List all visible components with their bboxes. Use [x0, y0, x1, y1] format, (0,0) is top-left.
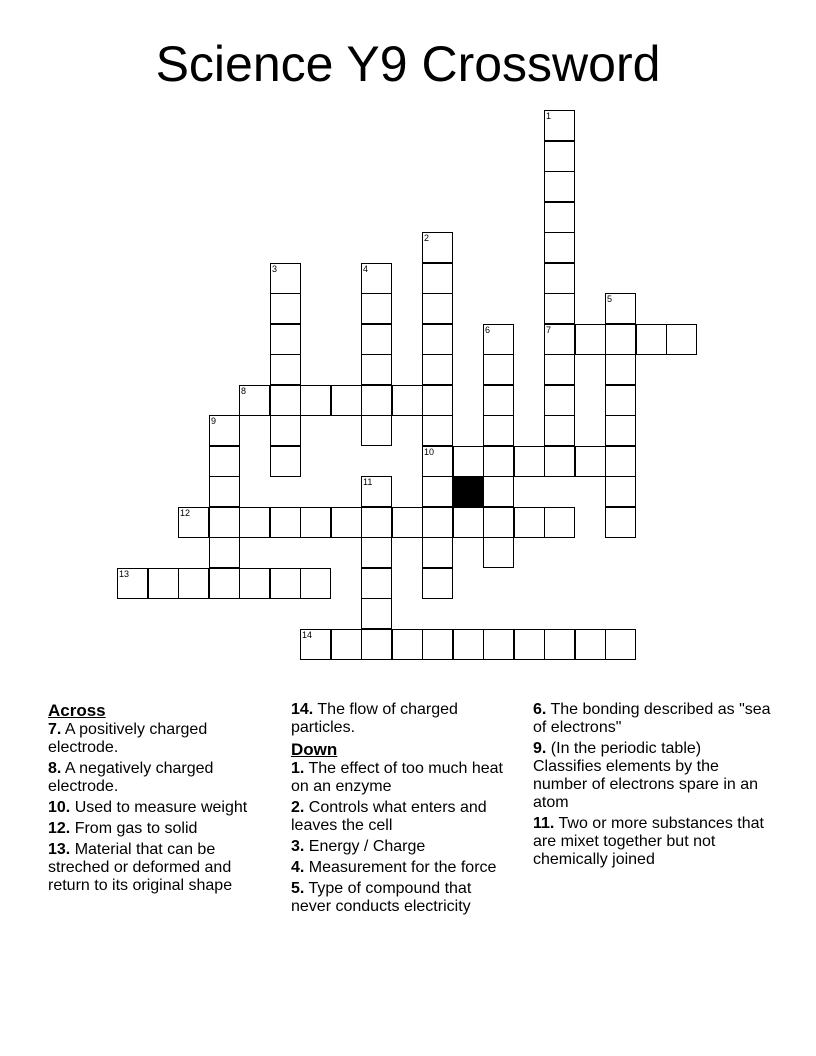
grid-cell[interactable]: [605, 476, 636, 507]
grid-cell[interactable]: [544, 385, 575, 416]
clue-number: 13: [119, 569, 130, 579]
clue-down-4: 4. Measurement for the force: [291, 859, 497, 876]
grid-cell[interactable]: [361, 354, 392, 385]
grid-cell[interactable]: [453, 446, 484, 477]
grid-cell[interactable]: [270, 354, 301, 385]
grid-cell[interactable]: [453, 507, 484, 538]
grid-cell[interactable]: [544, 171, 575, 202]
down-heading: Down: [291, 740, 338, 759]
clue-down-6: 6. The bonding described as "sea of electrons": [533, 701, 771, 736]
grid-cell[interactable]: [300, 629, 331, 660]
grid-cell[interactable]: [636, 324, 667, 355]
clue-across-7: 7. A positively charged electrode.: [48, 721, 208, 756]
grid-cell[interactable]: [544, 293, 575, 324]
grid-cell[interactable]: [361, 415, 392, 446]
grid-cell[interactable]: [483, 507, 514, 538]
grid-cell[interactable]: [422, 232, 453, 263]
across-heading: Across: [48, 701, 106, 720]
grid-cell[interactable]: [209, 446, 240, 477]
grid-cell[interactable]: [209, 568, 240, 599]
grid-cell[interactable]: [605, 354, 636, 385]
grid-cell[interactable]: [178, 568, 209, 599]
grid-cell[interactable]: [483, 629, 514, 660]
clue-across-13: 13. Material that can be streched or deformed and return to its original shape: [48, 841, 233, 894]
grid-cell[interactable]: [331, 507, 362, 538]
grid-cell[interactable]: [483, 446, 514, 477]
grid-cell[interactable]: [361, 537, 392, 568]
grid-cell[interactable]: [361, 263, 392, 294]
grid-cell[interactable]: [422, 263, 453, 294]
clues-column-1: [48, 701, 270, 898]
grid-cell[interactable]: [575, 446, 606, 477]
clues-column-2: [291, 701, 509, 919]
grid-cell[interactable]: [544, 354, 575, 385]
clue-across-10: 10. Used to measure weight: [48, 799, 248, 816]
grid-cell[interactable]: [361, 385, 392, 416]
grid-cell[interactable]: [422, 476, 453, 507]
grid-cell[interactable]: [544, 324, 575, 355]
grid-cell[interactable]: [270, 324, 301, 355]
grid-cell[interactable]: [422, 537, 453, 568]
grid-cell[interactable]: [422, 568, 453, 599]
grid-cell[interactable]: [483, 537, 514, 568]
grid-cell[interactable]: [361, 629, 392, 660]
grid-cell[interactable]: [605, 385, 636, 416]
grid-cell[interactable]: [575, 629, 606, 660]
clue-across-14: 14. The flow of charged particles.: [291, 701, 458, 736]
grid-cell[interactable]: [483, 415, 514, 446]
grid-cell[interactable]: [361, 293, 392, 324]
grid-cell[interactable]: [270, 507, 301, 538]
clue-down-11: 11. Two or more substances that are mixet together but not chemically joined: [533, 815, 764, 868]
grid-cell[interactable]: [148, 568, 179, 599]
clue-number: 3: [272, 264, 278, 274]
grid-cell[interactable]: [483, 476, 514, 507]
grid-cell[interactable]: [239, 568, 270, 599]
grid-cell[interactable]: [514, 629, 545, 660]
grid-cell[interactable]: [422, 293, 453, 324]
grid-cell[interactable]: [544, 507, 575, 538]
clues-column-3: [533, 701, 773, 872]
grid-cell[interactable]: [483, 354, 514, 385]
grid-cell[interactable]: [270, 385, 301, 416]
clue-number: 4: [363, 264, 369, 274]
clue-number: 9: [211, 416, 217, 426]
grid-cell[interactable]: [544, 446, 575, 477]
clue-number: 6: [485, 325, 491, 335]
grid-cell[interactable]: [422, 446, 453, 477]
grid-cell[interactable]: [361, 324, 392, 355]
grid-cell[interactable]: [605, 415, 636, 446]
grid-cell[interactable]: [361, 476, 392, 507]
grid-cell[interactable]: [270, 568, 301, 599]
grid-cell[interactable]: [544, 110, 575, 141]
clue-number: 1: [546, 111, 552, 121]
grid-cell[interactable]: [544, 141, 575, 172]
grid-cell[interactable]: [544, 232, 575, 263]
grid-cell[interactable]: [514, 446, 545, 477]
grid-cell[interactable]: [300, 385, 331, 416]
grid-cell[interactable]: [483, 385, 514, 416]
clue-number: 14: [302, 630, 313, 640]
clue-number: 5: [607, 294, 613, 304]
grid-cell[interactable]: [209, 476, 240, 507]
grid-cell[interactable]: [422, 354, 453, 385]
grid-cell[interactable]: [361, 507, 392, 538]
grid-cell[interactable]: [239, 507, 270, 538]
grid-cell[interactable]: [605, 324, 636, 355]
grid-cell[interactable]: [544, 629, 575, 660]
grid-cell[interactable]: [605, 446, 636, 477]
grid-cell[interactable]: [544, 263, 575, 294]
grid-cell[interactable]: [575, 324, 606, 355]
clue-down-2: 2. Controls what enters and leaves the cell: [291, 799, 487, 834]
grid-cell[interactable]: [392, 507, 423, 538]
clue-number: 11: [363, 477, 373, 487]
grid-cell[interactable]: [331, 385, 362, 416]
clue-down-5: 5. Type of compound that never conducts electricity: [291, 880, 472, 915]
grid-cell[interactable]: [453, 629, 484, 660]
grid-cell[interactable]: [422, 629, 453, 660]
grid-cell[interactable]: [361, 598, 392, 629]
grid-cell[interactable]: [422, 415, 453, 446]
clue-across-12: 12. From gas to solid: [48, 820, 198, 837]
grid-cell[interactable]: [514, 507, 545, 538]
grid-cell[interactable]: [270, 446, 301, 477]
grid-cell[interactable]: [300, 568, 331, 599]
grid-cell[interactable]: [300, 507, 331, 538]
grid-cell[interactable]: [605, 293, 636, 324]
clue-down-9: 9. (In the periodic table) Classifies elements by the number of electrons spare in an atom: [533, 740, 759, 811]
clue-number: 10: [424, 447, 435, 457]
grid-cell[interactable]: [270, 293, 301, 324]
grid-cell[interactable]: [270, 415, 301, 446]
grid-cell[interactable]: [209, 537, 240, 568]
grid-cell[interactable]: [392, 629, 423, 660]
grid-cell[interactable]: [422, 324, 453, 355]
clue-across-8: 8. A negatively charged electrode.: [48, 760, 214, 795]
clue-down-3: 3. Energy / Charge: [291, 838, 426, 855]
grid-cell[interactable]: [392, 385, 423, 416]
grid-cell[interactable]: [605, 507, 636, 538]
grid-cell[interactable]: [239, 385, 270, 416]
grid-cell[interactable]: [209, 507, 240, 538]
clue-number: 8: [241, 386, 247, 396]
clue-number: 2: [424, 233, 430, 243]
grid-cell[interactable]: [666, 324, 697, 355]
grid-cell[interactable]: [178, 507, 209, 538]
grid-cell[interactable]: [544, 415, 575, 446]
grid-cell[interactable]: [605, 629, 636, 660]
grid-cell[interactable]: [544, 202, 575, 233]
grid-cell[interactable]: [209, 415, 240, 446]
grid-cell[interactable]: [361, 568, 392, 599]
grid-cell[interactable]: [117, 568, 148, 599]
clue-down-1: 1. The effect of too much heat on an enzyme: [291, 760, 503, 795]
grid-cell[interactable]: [422, 385, 453, 416]
clue-number: 12: [180, 508, 191, 518]
grid-cell[interactable]: [422, 507, 453, 538]
grid-cell[interactable]: [270, 263, 301, 294]
grid-block: [453, 476, 484, 507]
page-title: Science Y9 Crossword: [155, 36, 661, 92]
grid-cell[interactable]: [483, 324, 514, 355]
grid-cell[interactable]: [331, 629, 362, 660]
clue-number: 7: [546, 325, 552, 335]
